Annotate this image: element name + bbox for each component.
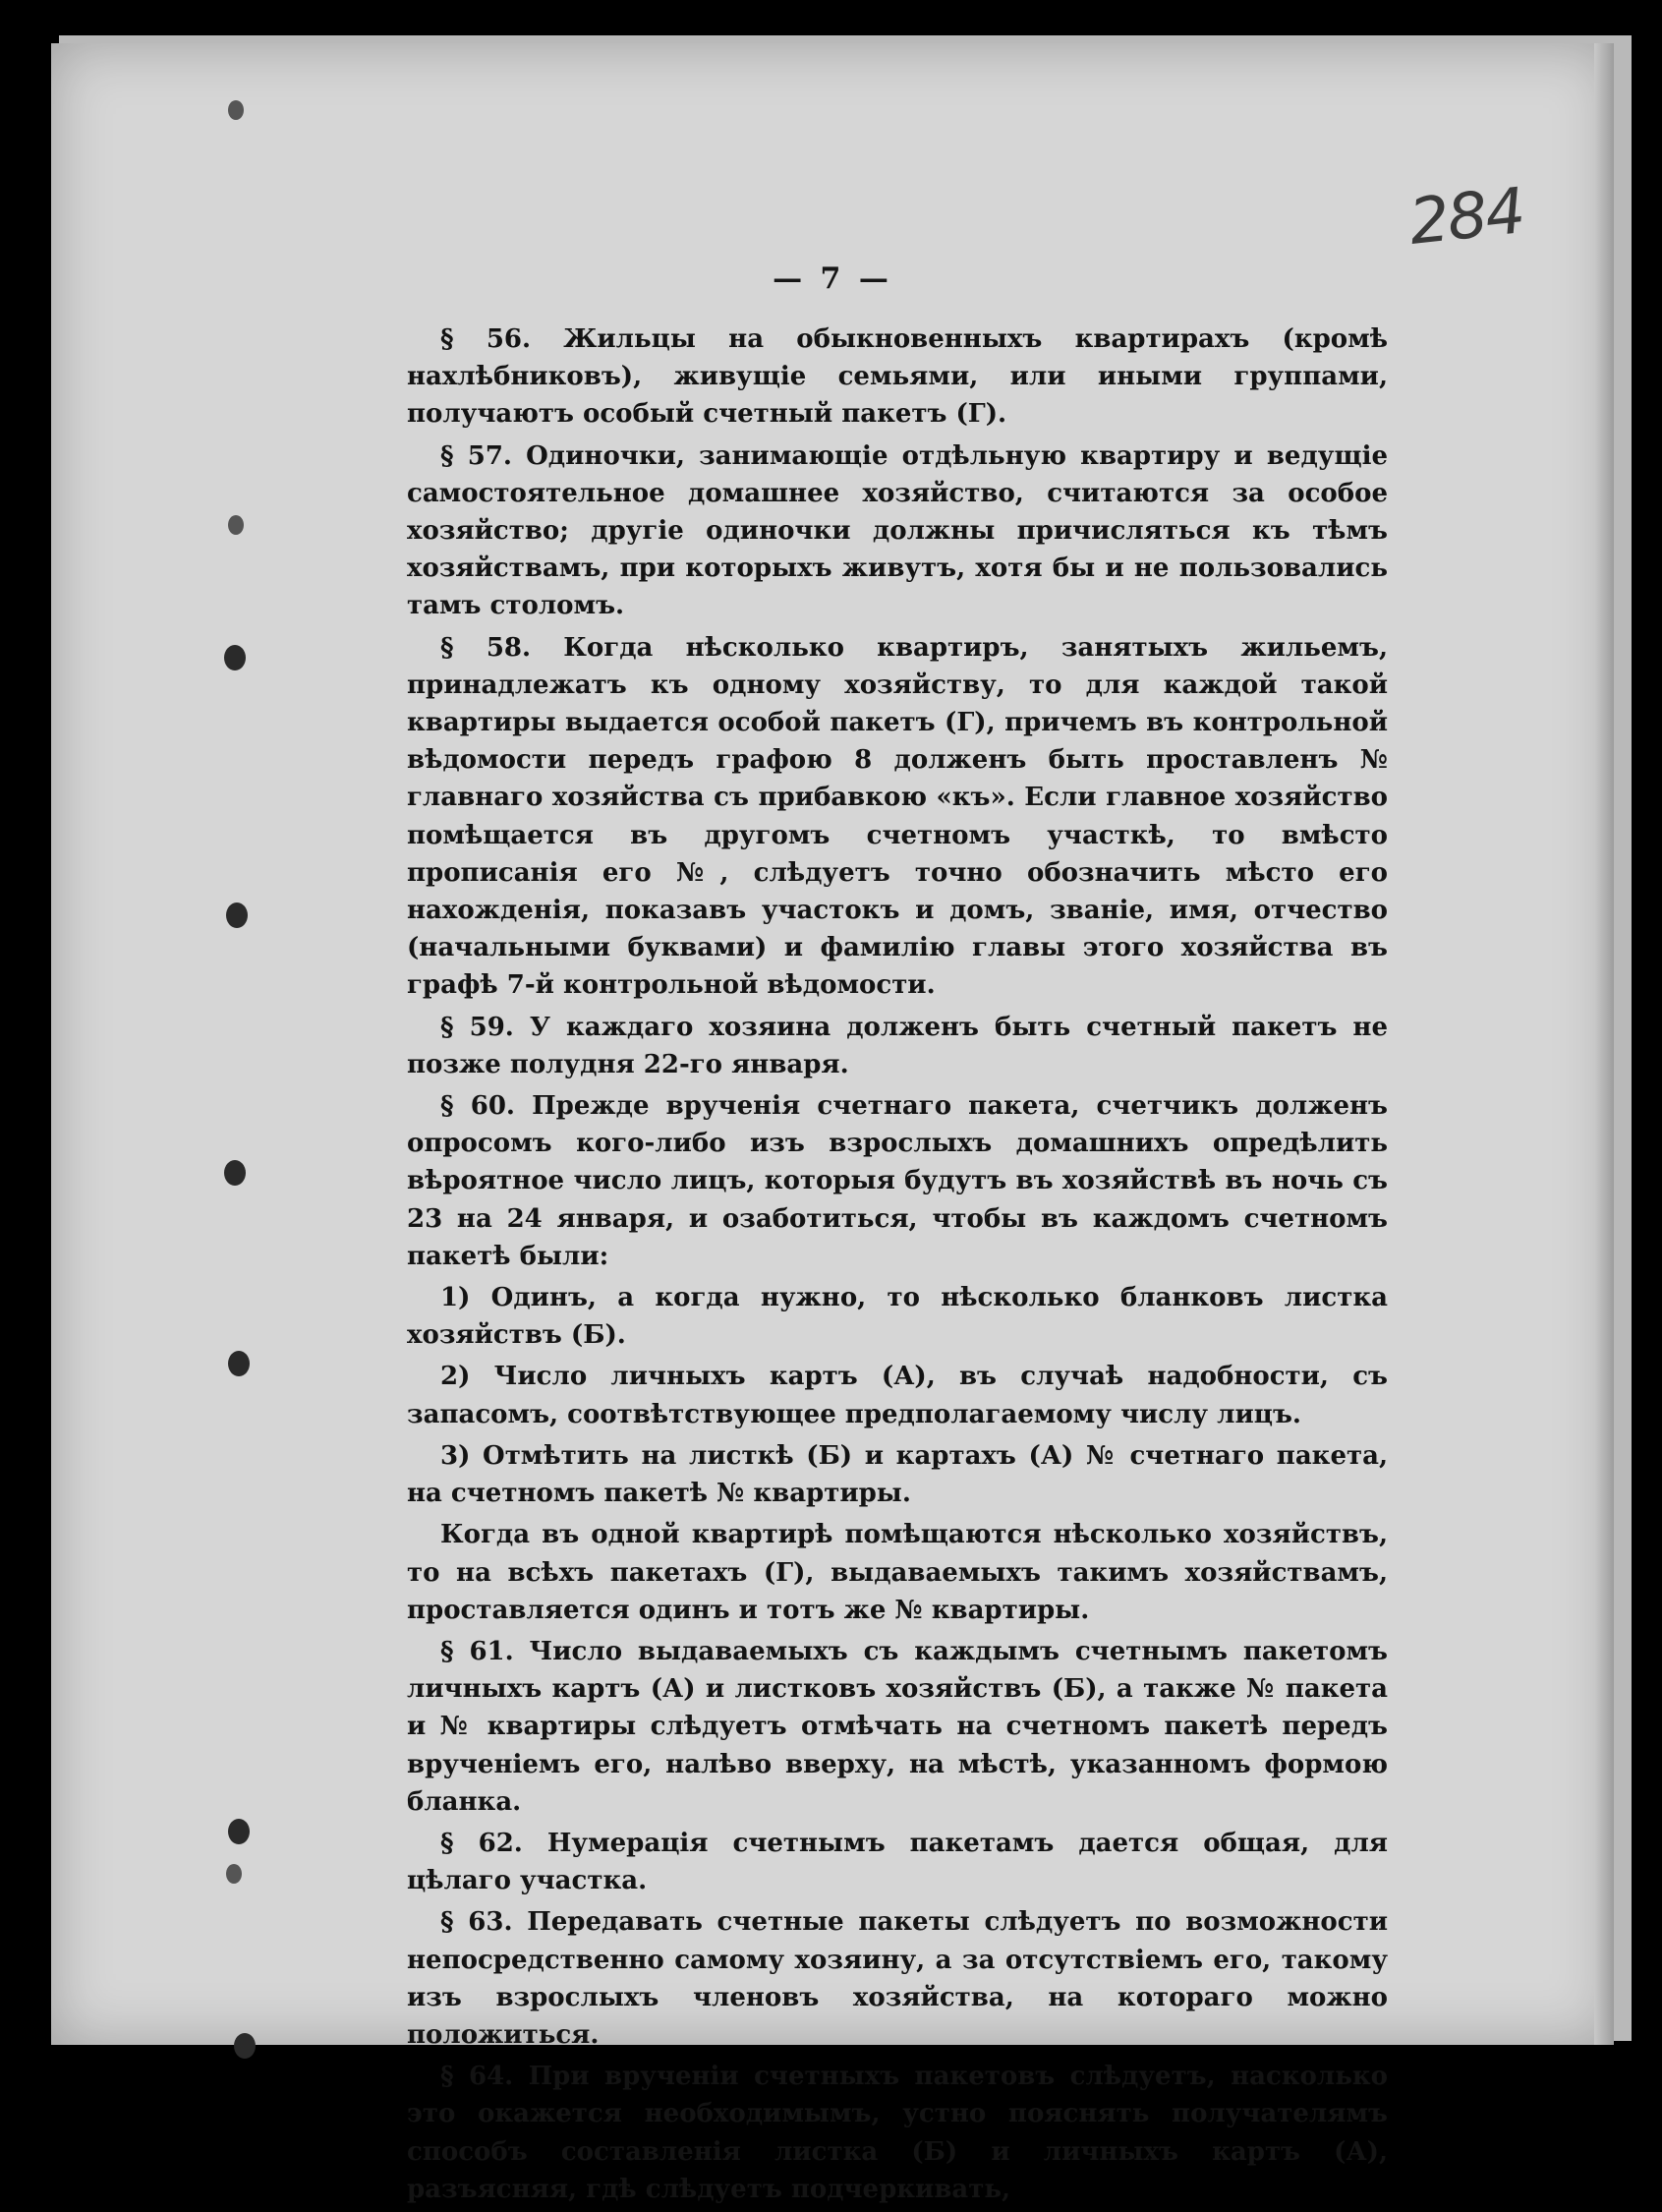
binding-hole — [224, 1160, 246, 1186]
paragraph-61: § 61. Число выдаваемыхъ съ каждымъ счетнымъ пакетомъ личныхъ картъ (А) и листковъ хозяйствъ (Б), а также № пакета и № квартиры слѣдуетъ отмѣчать на счетномъ пакетѣ передъ врученіемъ его, налѣво вверху, на мѣстѣ, указанномъ формою бланка. — [407, 1636, 1388, 1817]
paragraph-apartment-note: Когда въ одной квартирѣ помѣщаются нѣсколько хозяйствъ, то на всѣхъ пакетахъ (Г), выдаваемыхъ такимъ хозяйствамъ, проставляется одинъ и тотъ же № квартиры. — [407, 1520, 1388, 1625]
paragraph-62: § 62. Нумерація счетнымъ пакетамъ дается общая, для цѣлаго участка. — [407, 1828, 1388, 1896]
binding-hole — [228, 100, 244, 120]
archive-number: 284 — [1405, 175, 1527, 260]
binding-hole — [226, 902, 248, 928]
list-item-2: 2) Число личныхъ картъ (А), въ случаѣ надобности, съ запасомъ, соотвѣтствующее предполагаемому числу лицъ. — [407, 1362, 1388, 1429]
binding-hole — [228, 1819, 250, 1844]
binding-hole — [234, 2033, 256, 2059]
binding-hole — [224, 645, 246, 670]
list-item-1: 1) Одинъ, а когда нужно, то нѣсколько бланковъ листка хозяйствъ (Б). — [407, 1283, 1388, 1351]
binding-hole — [228, 1351, 250, 1376]
paragraph-60: § 60. Прежде врученія счетнаго пакета, счетчикъ долженъ опросомъ кого-либо изъ взрослыхъ домашнихъ опредѣлить вѣроятное число лицъ, которыя будутъ въ хозяйствѣ въ ночь съ 23 на 24 января, и озаботиться, чтобы въ каждомъ счетномъ пакетѣ были: — [407, 1091, 1388, 1271]
document-body — [407, 320, 1388, 2212]
document-page — [51, 43, 1614, 2204]
paragraph-59: § 59. У каждаго хозяина долженъ быть счетный пакетъ не позже полудня 22-го января. — [407, 1012, 1388, 1079]
paragraph-56: § 56. Жильцы на обыкновенныхъ квартирахъ (кромѣ нахлѣбниковъ), живущіе семьями, или иными группами, получаютъ особый счетный пакетъ (Г). — [407, 324, 1388, 430]
paragraph-58: § 58. Когда нѣсколько квартиръ, занятыхъ жильемъ, принадлежатъ къ одному хозяйству, то для каждой такой квартиры выдается особой пакетъ (Г), причемъ въ контрольной вѣдомости передъ графою 8 долженъ быть проставленъ № главнаго хозяйства съ прибавкою «къ». Если главное хозяйство помѣщается въ другомъ счетномъ участкѣ, то вмѣсто прописанія его №, слѣдуетъ точно обозначить мѣсто его нахожденія, показавъ участокъ и домъ, званіе, имя, отчество (начальными буквами) и фамилію главы этого хозяйства въ графѣ 7-й контрольной вѣдомости. — [407, 632, 1388, 1001]
binding-hole — [226, 1864, 242, 1884]
page-fold-edge — [1594, 43, 1614, 2045]
paragraph-63: § 63. Передавать счетные пакеты слѣдуетъ по возможности непосредственно самому хозяину, а за отсутствіемъ его, такому изъ взрослыхъ членовъ хозяйства, на котораго можно положиться. — [407, 1907, 1388, 2050]
page-number: — 7 — — [773, 262, 892, 296]
list-item-3: 3) Отмѣтить на листкѣ (Б) и картахъ (А) № счетнаго пакета, на счетномъ пакетѣ № квартиры. — [407, 1440, 1388, 1509]
paragraph-57: § 57. Одиночки, занимающіе отдѣльную квартиру и ведущіе самостоятельное домашнее хозяйство, считаются за особое хозяйство; другіе одиночки должны причисляться къ тѣмъ хозяйствамъ, при которыхъ живутъ, хотя бы и не пользовались тамъ столомъ. — [407, 440, 1388, 621]
paragraph-64: § 64. При врученіи счетныхъ пакетовъ слѣдуетъ, насколько это окажется необходимымъ, устно пояснять получателямъ способъ составленія листка (Б) и личныхъ картъ (А), разъясняя, гдѣ слѣдуетъ подчеркивать, — [407, 2062, 1388, 2204]
binding-hole — [228, 515, 244, 535]
